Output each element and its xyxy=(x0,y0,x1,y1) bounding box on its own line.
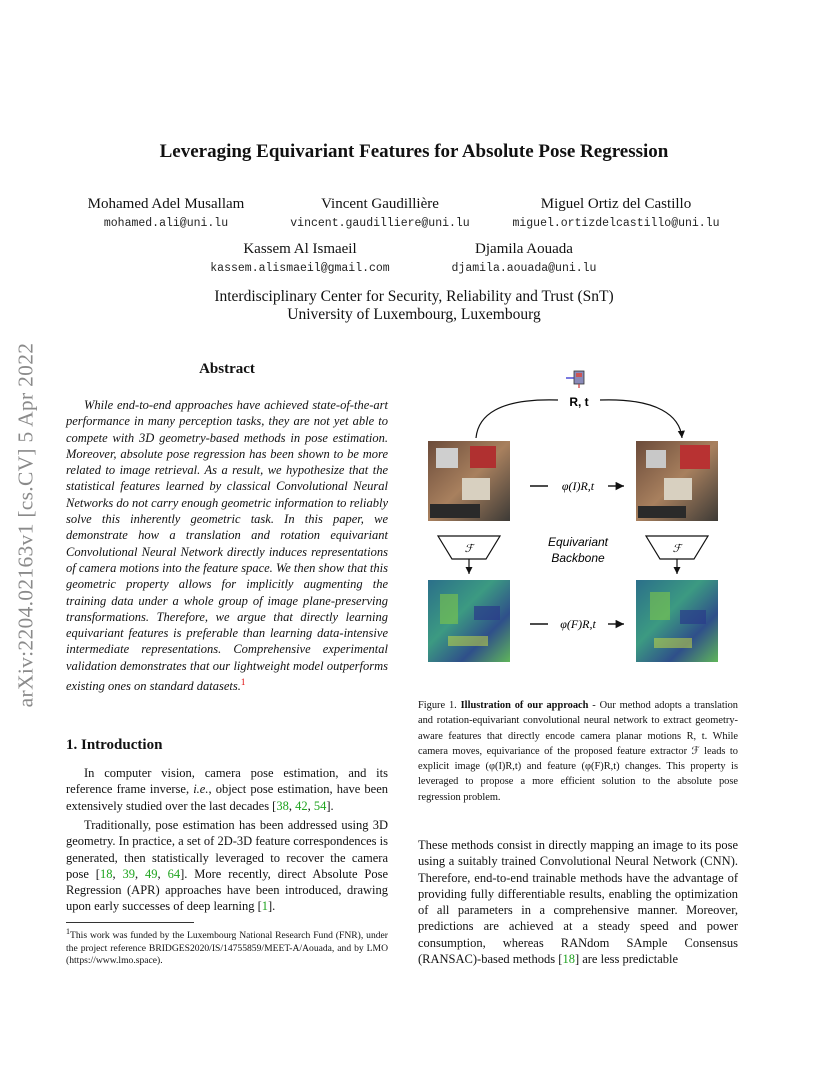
citation-link[interactable]: 49 xyxy=(145,866,158,881)
abstract-body: While end-to-end approaches have achieved state-of-the-art performance in many perception tasks, they are not yet able to compete with 3D geometry-based methods in pose estimation. Moreover, absolute pose regression has been shown to be more related to image retrieval. As a result, we hypothesize that the statistical features learned by classical Convolutional Neural Networks do not carry enough geometric information to reliably solve this inherently geometric task. In this paper, we demonstrate how a translation and rotation equivariant Convolutional Neural Network directly induces representations of camera motions into the feature space. We then show that this geometric property allows for implicitly augmenting the training data under a whole group of image plane-preserving transformations. Therefore, we argue that directly learning equivariant features is preferable than learning data-intensive intermediate representations. Comprehensive experimental validation demonstrates that our lightweight model outperforms existing ones on standard datasets. xyxy=(66,398,388,694)
curve-arrow-left xyxy=(476,400,558,438)
text-span: ]. More recently, direct Absolute Pose Regression (APR) approaches have been introduced, drawing upon early successes of deep learning [ xyxy=(66,866,389,914)
citation-link[interactable]: 1 xyxy=(261,899,269,914)
author-block xyxy=(56,196,276,230)
abstract-text xyxy=(66,397,388,695)
caption-prefix: Figure 1. xyxy=(418,700,461,711)
author-email: kassem.alismaeil@gmail.com xyxy=(210,262,390,275)
caption-text: - Our method adopts a translation and rotation-equivariant convolutional neural network to extract geometry-aware features that directly encode camera planar motions R, t. While camera moves, equivariance of the proposed feature extractor ℱ leads to explicit image (φ(I)R,t) and feature (φ(F)R,t) changes. This property is leveraged to propose a more efficient solution to the absolute pose regression problem. xyxy=(418,700,738,803)
author-block xyxy=(270,196,490,230)
author-name: Miguel Ortiz del Castillo xyxy=(540,196,692,212)
text-span: These methods consist in directly mapping an image to its pose using a suitably trained Convolutional Neural Network (CNN). Therefore, end-to-end trainable methods have the advantage of providing fully differentiable results, enabling the optimization of all parameters in a comprehensive manner. Moreover, predictions are achieved at a steady speed and power consumption, whereas RANdom SAmple Consensus (RANSAC)-based methods [ xyxy=(418,838,738,967)
footnote-number: 1 xyxy=(66,927,70,936)
intro-paragraph: Traditionally, pose estimation has been addressed using 3D geometry. In practice, a set of 2D-3D feature correspondences is generated, then statistically leveraged to recover the camera pose [18, 39, 49, 64]. More recently, direct Absolute Pose Regression (APR) approaches have been introduced, drawing upon early successes of deep learning [1]. xyxy=(66,818,389,914)
feature-extractor-right xyxy=(646,536,708,574)
author-block xyxy=(496,196,736,230)
footnote xyxy=(66,926,388,968)
abstract-heading: Abstract xyxy=(199,361,255,377)
text-span: i.e. xyxy=(193,782,209,797)
arxiv-identifier xyxy=(8,290,44,760)
citation-link[interactable]: 54 xyxy=(313,798,327,813)
affiliation-line: University of Luxembourg, Luxembourg xyxy=(287,306,541,323)
camera-icon xyxy=(566,371,584,388)
citation-link[interactable]: 18 xyxy=(562,952,575,967)
input-image-left xyxy=(428,441,510,521)
paper-title: Leveraging Equivariant Features for Absolute Pose Regression xyxy=(159,141,669,162)
footnote-marker[interactable]: 1 xyxy=(240,677,246,688)
figure-caption xyxy=(418,698,738,805)
affiliation-line: Interdisciplinary Center for Security, Reliability and Trust (SnT) xyxy=(214,288,614,305)
caption-bold: Illustration of our approach xyxy=(460,700,589,711)
author-name: Mohamed Adel Musallam xyxy=(87,196,245,212)
text-span: In computer vision, camera pose estimation, and its reference frame inverse, xyxy=(66,766,388,797)
text-span: , object pose estimation, have been extensively studied over the last decades [ xyxy=(66,782,388,813)
feature-map-right xyxy=(636,580,718,662)
author-name: Vincent Gaudillière xyxy=(321,196,439,212)
feature-map-left xyxy=(428,580,510,662)
citation-link[interactable]: 42 xyxy=(295,798,308,813)
author-email: vincent.gaudilliere@uni.lu xyxy=(290,217,470,230)
citation-link[interactable]: 64 xyxy=(167,866,181,881)
extractor-label: ℱ xyxy=(672,543,682,555)
citation-link[interactable]: 18 xyxy=(99,866,113,881)
feature-extractor-left xyxy=(438,536,500,574)
feature-transform-label: φ(F)R,t xyxy=(560,617,596,631)
motion-label: R, t xyxy=(569,395,589,409)
author-email: miguel.ortizdelcastillo@uni.lu xyxy=(512,217,720,230)
body-paragraph xyxy=(418,837,738,967)
figure-1 xyxy=(418,366,738,666)
intro-paragraph: In computer vision, camera pose estimation, and its reference frame inverse, i.e., object pose estimation, have been extensively studied over the last decades [38, 42, 54]. xyxy=(66,766,388,813)
text-span: ]. xyxy=(326,798,334,813)
author-block xyxy=(414,241,634,275)
footnote-text: This work was funded by the Luxembourg National Research Fund (FNR), under the project reference BRIDGES2020/IS/14755859/MEET-A/Aouada, and by LMO (https://www.lmo.space). xyxy=(66,930,388,967)
backbone-label-2: Backbone xyxy=(551,551,605,565)
text-span: ] are less predictable xyxy=(574,952,679,967)
extractor-label: ℱ xyxy=(464,543,474,555)
section-heading: 1. Introduction xyxy=(66,737,163,753)
citation-link[interactable]: 39 xyxy=(122,866,136,881)
text-span: Traditionally, pose estimation has been addressed using 3D geometry. In practice, a set of 2D-3D feature correspondences is generated, then statistically leveraged to recover the camera pose [ xyxy=(66,818,388,881)
author-email: djamila.aouada@uni.lu xyxy=(451,262,597,275)
image-transform-label: φ(I)R,t xyxy=(561,479,595,493)
backbone-label-1: Equivariant xyxy=(547,535,609,549)
arxiv-identifier-text: arXiv:2204.02163v1 [cs.CV] 5 Apr 2022 xyxy=(13,342,38,708)
text-span: ]. xyxy=(268,899,276,914)
author-email: mohamed.ali@uni.lu xyxy=(103,217,229,230)
footnote-rule xyxy=(66,922,194,923)
citation-link[interactable]: 38 xyxy=(276,798,289,813)
curve-arrow-right xyxy=(600,400,682,438)
author-name: Kassem Al Ismaeil xyxy=(243,241,357,257)
author-name: Djamila Aouada xyxy=(475,241,573,257)
author-block xyxy=(190,241,410,275)
input-image-right xyxy=(636,441,718,521)
